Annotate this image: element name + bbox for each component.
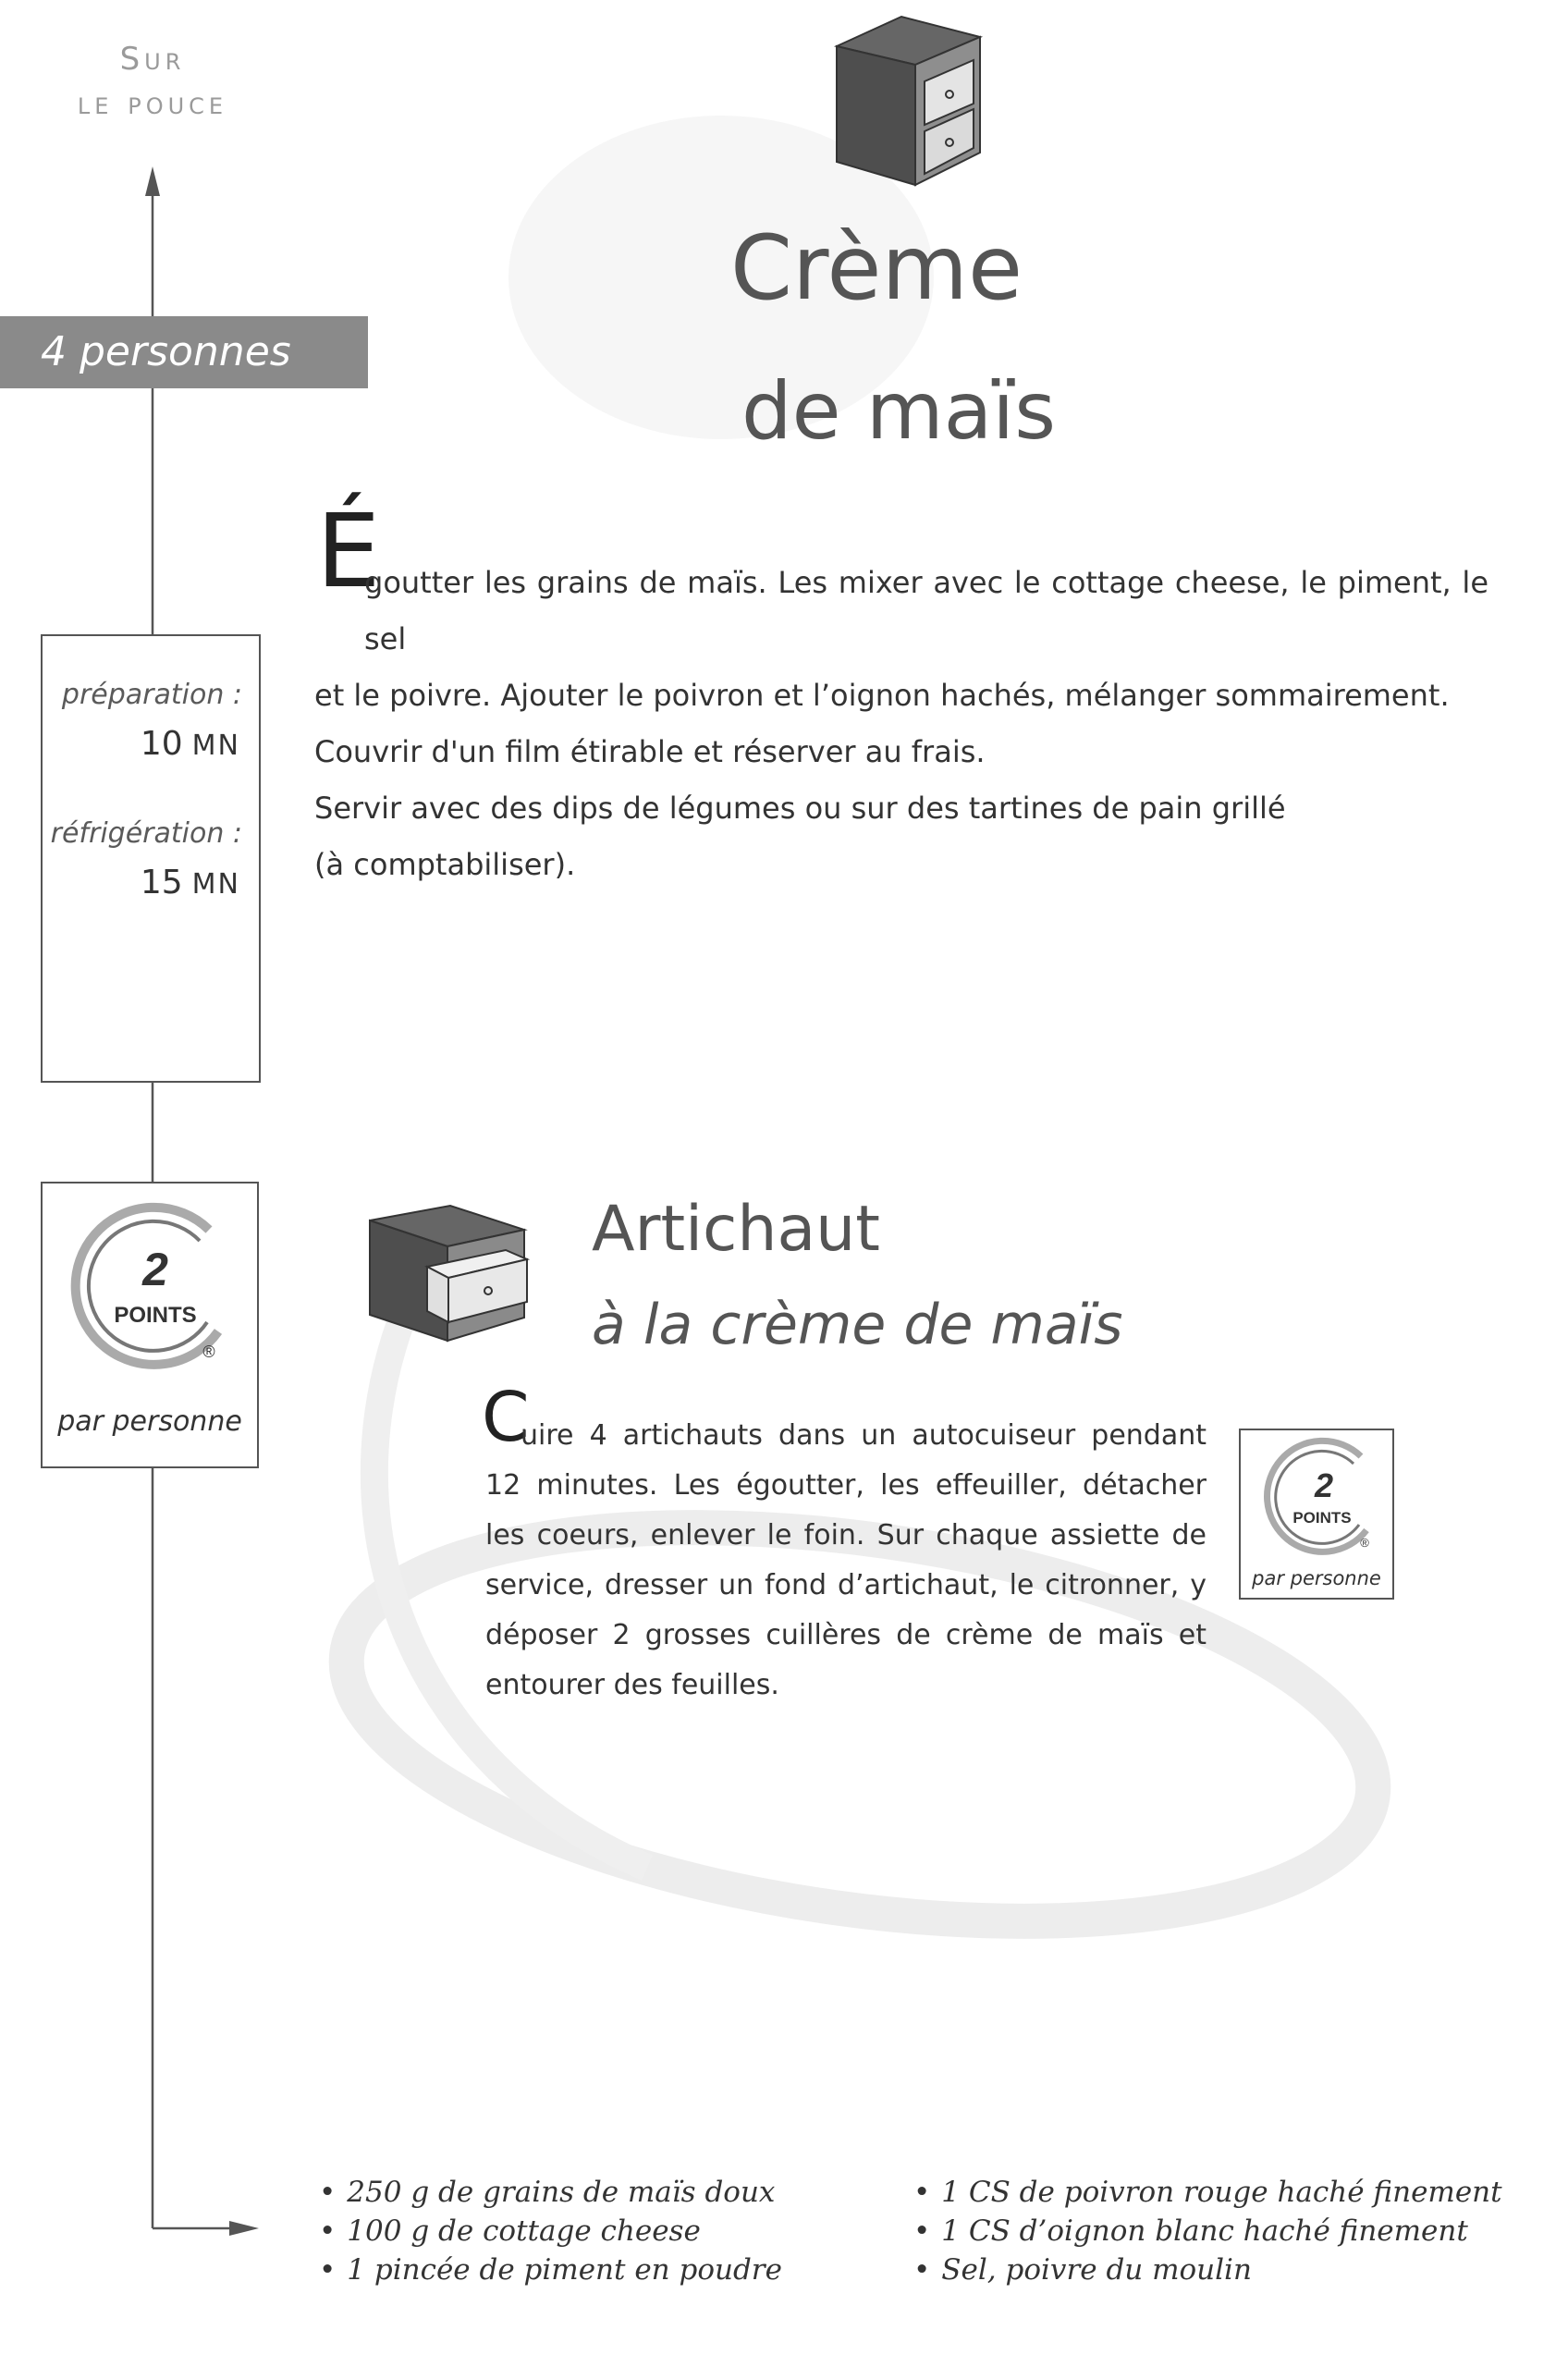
recipe1-line4: Servir avec des dips de légumes ou sur des tartines de pain grillé — [314, 791, 1286, 826]
ingredient-item: • 1 CS de poivron rouge haché finement — [913, 2173, 1502, 2212]
prep-unit: MN — [191, 730, 240, 762]
recipe1-dropcap: É — [316, 492, 381, 610]
drawer-cube-illustration — [827, 9, 994, 194]
recipe1-title-line1: Crème — [730, 216, 1023, 320]
ingredient-item: • 1 pincée de piment en poudre — [319, 2250, 782, 2289]
ingredients-left — [319, 2173, 782, 2289]
chill-time — [141, 864, 240, 901]
points-caption-2: par personne — [1252, 1567, 1381, 1589]
servings-band — [0, 316, 368, 388]
points-number: 2 — [142, 1244, 168, 1295]
up-arrow-icon — [145, 166, 160, 196]
svg-text:®: ® — [1360, 1536, 1369, 1550]
prep-label: préparation : — [61, 679, 242, 711]
recipe2-body — [485, 1411, 1207, 1711]
ingredient-item: • Sel, poivre du moulin — [913, 2250, 1502, 2289]
recipe1-line2: et le poivre. Ajouter le poivron et l’oignon hachés, mélanger sommairement. — [314, 678, 1450, 713]
section-label-line2: le pouce — [77, 85, 228, 122]
ingredient-item: • 250 g de grains de maïs doux — [319, 2173, 782, 2212]
prep-time — [141, 725, 240, 763]
right-arrow-icon — [229, 2221, 259, 2236]
points-logo-icon-2 — [1241, 1430, 1392, 1560]
time-box — [41, 634, 261, 1083]
open-drawer-illustration — [362, 1202, 547, 1350]
points-logo-icon — [43, 1184, 257, 1396]
recipe1-line5: (à comptabiliser). — [314, 847, 576, 882]
recipe1-title — [730, 217, 1023, 319]
recipe2-text: uire 4 artichauts dans un autocuiseur pendant 12 minutes. Les égoutter, les effeuiller, détacher les coeurs, enlever le foin. Sur chaque assiette de service, dresser un fond d’artichaut, le citronner, y déposer 2 grosses cuillères de crème de maïs et entourer des feuilles. — [485, 1419, 1207, 1701]
svg-text:2: 2 — [1314, 1466, 1334, 1504]
points-word: POINTS — [114, 1303, 197, 1328]
chill-unit: MN — [191, 868, 240, 901]
recipe2-dropcap: C — [482, 1378, 530, 1457]
points-reg: ® — [202, 1343, 215, 1361]
recipe1-body — [314, 555, 1488, 893]
prep-value: 10 — [140, 725, 183, 763]
recipe2-title-line1: Artichaut — [592, 1193, 880, 1266]
chill-value: 15 — [140, 864, 183, 901]
points-badge-recipe1 — [41, 1182, 259, 1468]
section-label-line1: Sur — [119, 41, 186, 78]
recipe2-title — [592, 1193, 880, 1266]
points-caption: par personne — [57, 1405, 242, 1438]
servings-label: 4 personnes — [41, 328, 291, 375]
recipe1-title-line2: de maïs — [741, 365, 1057, 458]
ingredients-right — [913, 2173, 1502, 2289]
points-badge-recipe2 — [1239, 1429, 1394, 1600]
svg-text:POINTS: POINTS — [1292, 1509, 1352, 1527]
ingredient-item: • 100 g de cottage cheese — [319, 2212, 782, 2250]
ingredient-item: • 1 CS d’oignon blanc haché finement — [913, 2212, 1502, 2250]
recipe2-title-line2: à la crème de maïs — [592, 1293, 1123, 1357]
recipe1-line3: Couvrir d'un film étirable et réserver au frais. — [314, 734, 986, 769]
chill-label: réfrigération : — [50, 817, 242, 850]
recipe1-line1: goutter les grains de maïs. Les mixer avec le cottage cheese, le piment, le sel — [364, 565, 1488, 656]
